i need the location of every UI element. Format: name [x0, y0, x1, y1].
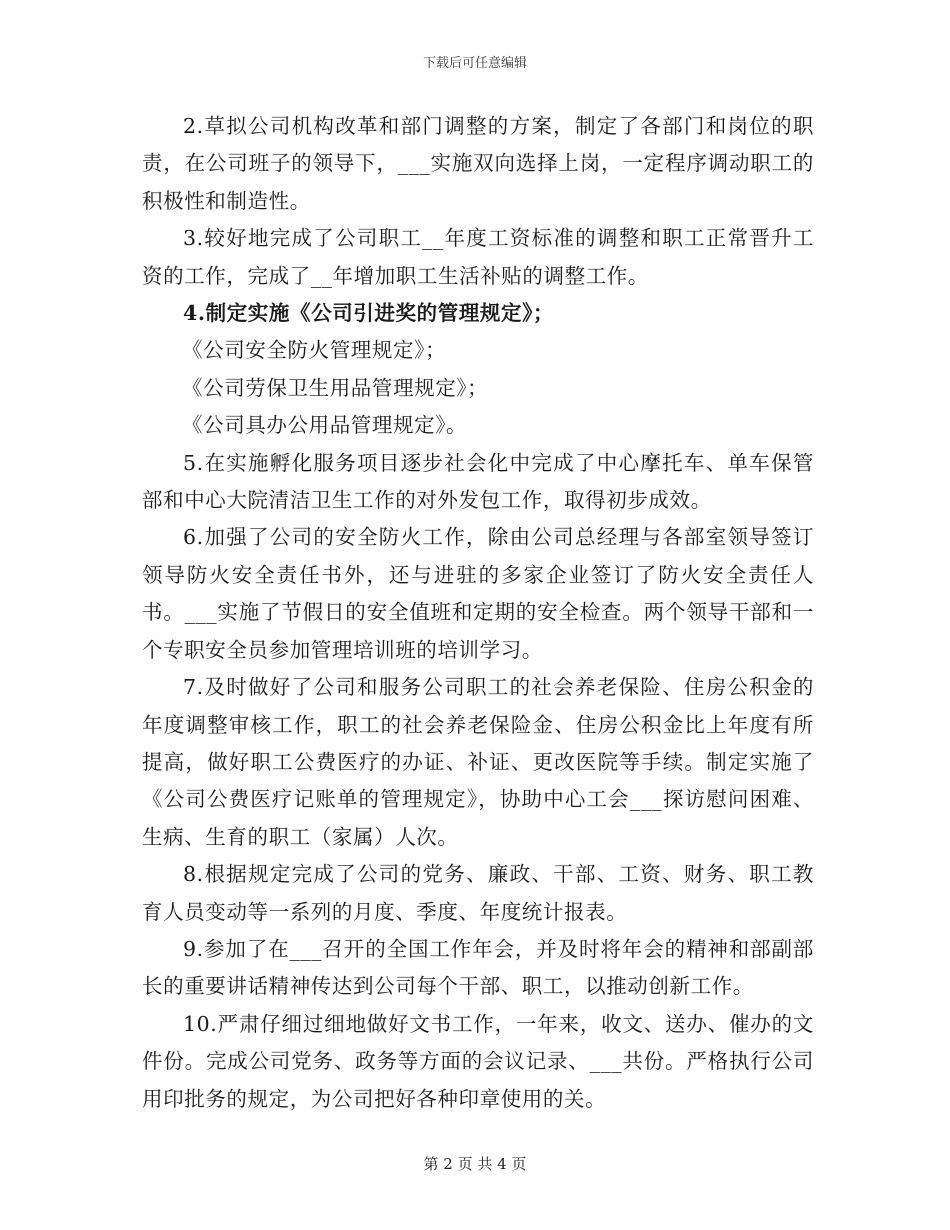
paragraph-item-5: 5.在实施孵化服务项目逐步社会化中完成了中心摩托车、单车保管部和中心大院清洁卫生工作的对外发包工作，取得初步成效。	[142, 450, 814, 513]
regulation-line-labor-protection: 《公司劳保卫生用品管理规定》；	[182, 375, 489, 400]
paragraph-item-6: 6.加强了公司的安全防火工作，除由公司总经理与各部室领导签订领导防火安全责任书外，还与进驻的多家企业签订了防火安全责任人书。___实施了节假日的安全值班和定期的安全检查。两个领导干部和一个专职安全员参加管理培训班的培训学习。	[142, 525, 814, 662]
paragraph-item-9: 9.参加了在___召开的全国工作年会，并及时将年会的精神和部副部长的重要讲话精神传达到公司每个干部、职工，以推动创新工作。	[142, 936, 814, 999]
document-body	[142, 108, 814, 1118]
page-number-footer: 第 2 页 共 4 页	[423, 1155, 527, 1173]
paragraph-item-8: 8.根据规定完成了公司的党务、廉政、干部、工资、财务、职工教育人员变动等一系列的月度、季度、年度统计报表。	[142, 862, 814, 924]
paragraph-item-4-heading: 4.制定实施《公司引进奖的管理规定》；	[183, 301, 555, 326]
regulation-line-fire-safety: 《公司安全防火管理规定》；	[182, 338, 447, 363]
regulation-line-office-supplies: 《公司具办公用品管理规定》。	[182, 413, 468, 438]
paragraph-item-10: 10.严肃仔细过细地做好文书工作，一年来，收文、送办、催办的文件份。完成公司党务、政务等方面的会议记录、___共份。严格执行公司用印批务的规定，为公司把好各种印章使用的关。	[142, 1011, 814, 1111]
page-header: 下载后可任意编辑	[422, 56, 527, 71]
paragraph-item-2: 2.草拟公司机构改革和部门调整的方案，制定了各部门和岗位的职责，在公司班子的领导下，___实施双向选择上岗，一定程序调动职工的积极性和制造性。	[142, 114, 814, 213]
paragraph-item-3: 3.较好地完成了公司职工__年度工资标准的调整和职工正常晋升工资的工作，完成了__年增加职工生活补贴的调整工作。	[142, 226, 814, 288]
paragraph-item-7: 7.及时做好了公司和服务公司职工的社会养老保险、住房公积金的年度调整审核工作，职工的社会养老保险金、住房公积金比上年度有所提高，做好职工公费医疗的办证、补证、更改医院等手续。制定实施了《公司公费医疗记账单的管理规定》，协助中心工会___探访慰问困难、生病、生育的职工（家属）人次。	[142, 675, 814, 849]
